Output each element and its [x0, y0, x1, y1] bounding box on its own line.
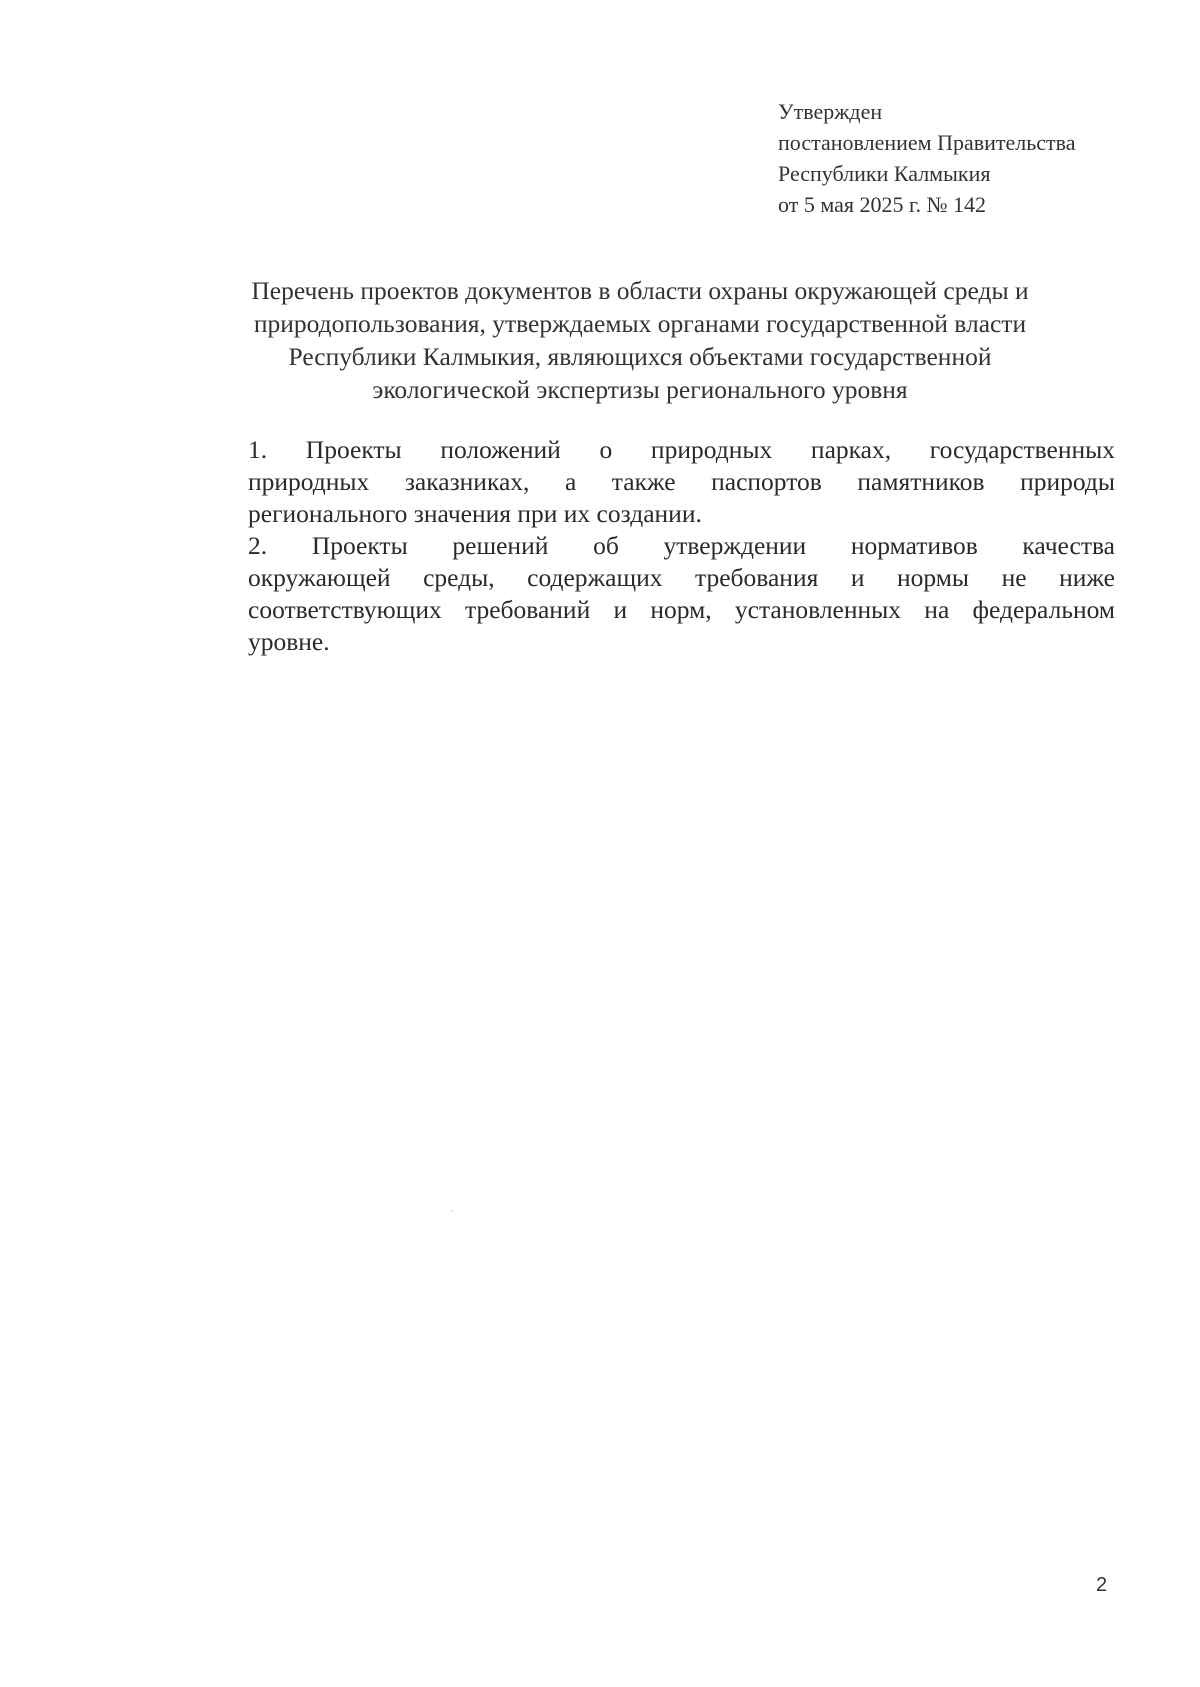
approval-line: постановлением Правительства: [778, 130, 1076, 155]
document-title: [180, 274, 1100, 406]
list-item-line: 1. Проекты положений о природных парках, государственных: [248, 435, 1115, 464]
list-item-line: регионального значения при их создании.: [248, 499, 702, 528]
list-item-line: окружающей среды, содержащих требования и нормы не ниже: [248, 563, 1115, 592]
page-number: 2: [1096, 1574, 1108, 1596]
approval-line: Утвержден: [778, 99, 883, 124]
list-item-line: природных заказниках, а также паспортов памятников природы: [248, 467, 1115, 496]
title-line: экологической экспертизы регионального уровня: [372, 375, 908, 404]
list-item-line: соответствующих требований и норм, установленных на федеральном: [248, 595, 1115, 624]
document-body: [180, 434, 1115, 658]
list-item-1: [180, 434, 1115, 530]
approval-line: от 5 мая 2025 г. № 142: [778, 192, 987, 217]
scan-speck: [451, 1210, 453, 1212]
approval-stamp-block: [778, 96, 1076, 220]
list-item-line: уровне.: [248, 627, 330, 656]
list-item-line: 2. Проекты решений об утверждении нормативов качества: [248, 531, 1115, 560]
title-line: природопользования, утверждаемых органами государственной власти: [253, 309, 1027, 338]
title-line: Перечень проектов документов в области охраны окружающей среды и: [251, 276, 1029, 305]
approval-line: Республики Калмыкия: [778, 161, 991, 186]
list-item-2: [180, 530, 1115, 658]
title-line: Республики Калмыкия, являющихся объектами государственной: [288, 342, 992, 371]
